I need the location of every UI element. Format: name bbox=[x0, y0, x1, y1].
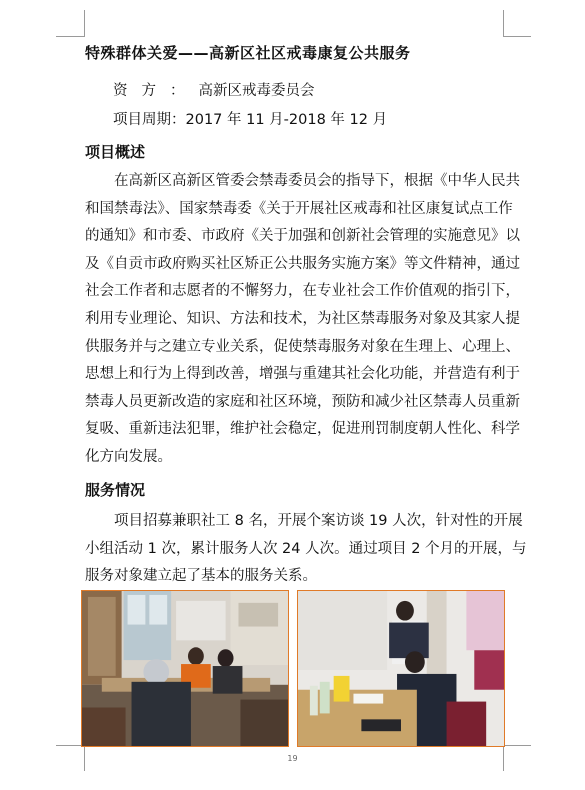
page-number: 19 bbox=[287, 754, 298, 763]
overview-line: 及《自贡市政府购买社区矫正公共服务实施方案》等文件精神，通过 bbox=[85, 255, 520, 272]
overview-line: 和国禁毒法》、国家禁毒委《关于开展社区戒毒和社区康复试点工作 bbox=[85, 200, 513, 217]
overview-heading: 项目概述 bbox=[85, 143, 146, 161]
photo-counseling-session bbox=[81, 590, 289, 747]
photo-counseling-session-image bbox=[82, 591, 288, 746]
funder-line bbox=[113, 79, 315, 100]
overview-line: 复吸、重新违法犯罪，维护社会稳定，促进刑罚制度朝人性化、科学 bbox=[85, 421, 520, 438]
photo-home-visit-image bbox=[298, 591, 504, 746]
crop-mark-top-right-h bbox=[503, 36, 531, 37]
overview-line: 思想上和行为上得到改善，增强与重建其社会化功能，并营造有利于 bbox=[85, 366, 520, 383]
document-title: 特殊群体关爱——高新区社区戒毒康复公共服务 bbox=[85, 44, 411, 62]
service-line: 小组活动 1 次，累计服务人次 24 人次。通过项目 2 个月的开展，与 bbox=[85, 540, 527, 557]
overview-line: 禁毒人员更新改造的家庭和社区环境，预防和减少社区禁毒人员重新 bbox=[85, 393, 520, 410]
overview-line: 供服务并与之建立专业关系，促使禁毒服务对象在生理上、心理上、 bbox=[85, 338, 520, 355]
crop-mark-bottom-right-h bbox=[503, 745, 531, 746]
period-label: 项目周期： bbox=[113, 112, 186, 128]
crop-mark-top-left-v bbox=[84, 10, 85, 37]
service-heading: 服务情况 bbox=[85, 481, 146, 499]
overview-line: 利用专业理论、知识、方法和技术，为社区禁毒服务对象及其家人提 bbox=[85, 310, 520, 327]
funder-label: 资方： bbox=[113, 83, 199, 99]
service-line: 项目招募兼职社工 8 名，开展个案访谈 19 人次，针对性的开展 bbox=[114, 513, 523, 529]
overview-line: 的通知》和市委、市政府《关于加强和创新社会管理的实施意见》以 bbox=[85, 228, 520, 245]
crop-mark-bottom-left-h bbox=[56, 745, 84, 746]
crop-mark-top-right-v bbox=[503, 10, 504, 37]
overview-line: 在高新区高新区管委会禁毒委员会的指导下，根据《中华人民共 bbox=[114, 173, 520, 189]
overview-paragraph bbox=[85, 168, 520, 472]
funder-value: 高新区戒毒委员会 bbox=[198, 83, 315, 99]
overview-line: 化方向发展。 bbox=[85, 448, 172, 465]
photo-home-visit bbox=[297, 590, 505, 747]
service-line: 服务对象建立起了基本的服务关系。 bbox=[85, 568, 317, 585]
period-line bbox=[113, 108, 387, 129]
period-value: 2017 年 11 月-2018 年 12 月 bbox=[185, 112, 388, 128]
service-paragraph bbox=[85, 508, 527, 591]
overview-line: 社会工作者和志愿者的不懈努力，在专业社会工作价值观的指引下， bbox=[85, 283, 520, 300]
crop-mark-top-left-h bbox=[56, 36, 84, 37]
